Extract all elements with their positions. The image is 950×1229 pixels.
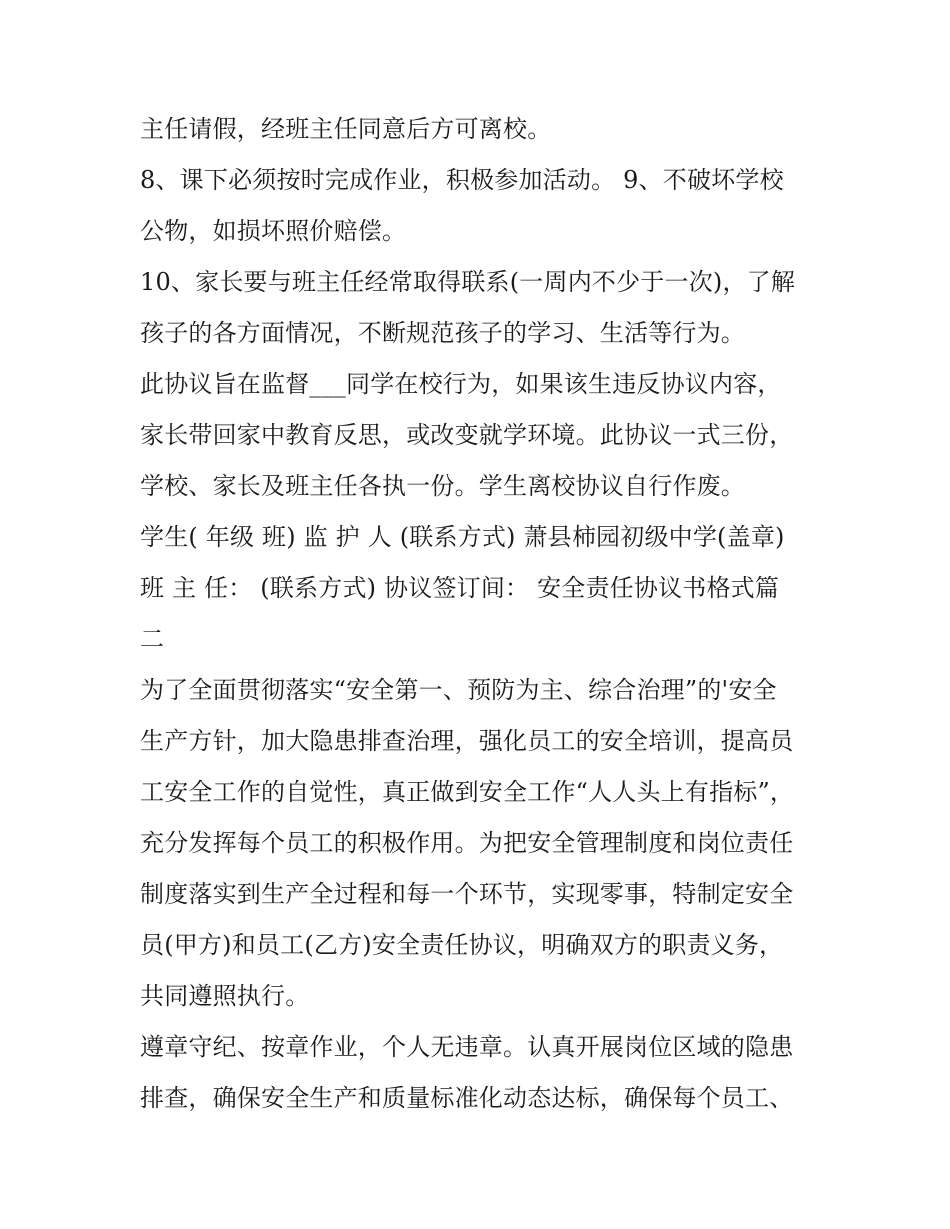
text-line: 生产方针，加大隐患排查治理，强化员工的安全培训，提高员 xyxy=(140,727,794,755)
text-line: 排查，确保安全生产和质量标准化动态达标，确保每个员工、 xyxy=(140,1084,794,1112)
text-line: 此协议旨在监督___同学在校行为，如果该生违反协议内容， xyxy=(140,370,782,398)
text-line: 充分发挥每个员工的积极作用。为把安全管理制度和岗位责任 xyxy=(140,829,794,857)
text-line: 工安全工作的自觉性，真正做到安全工作“人人头上有指标”， xyxy=(140,778,795,806)
text-line: 共同遵照执行。 xyxy=(140,982,310,1010)
text-line: 公物，如损坏照价赔偿。 xyxy=(140,217,407,245)
text-line: 班 主 任： (联系方式) 协议签订间： 安全责任协议书格式篇 xyxy=(140,574,780,602)
text-line: 学生( 年级 班) 监 护 人 (联系方式) 萧县柿园初级中学(盖章) xyxy=(140,523,785,551)
text-line: 制度落实到生产全过程和每一个环节，实现零事，特制定安全 xyxy=(140,880,794,908)
text-line: 主任请假，经班主任同意后方可离校。 xyxy=(140,115,552,143)
text-line: 学校、家长及班主任各执一份。学生离校协议自行作废。 xyxy=(140,472,745,500)
text-line: 10、家长要与班主任经常取得联系(一周内不少于一次)，了解 xyxy=(140,268,796,296)
text-line: 8、课下必须按时完成作业，积极参加活动。 9、不破坏学校 xyxy=(140,166,784,194)
text-line: 孩子的各方面情况，不断规范孩子的学习、生活等行为。 xyxy=(140,319,745,347)
text-line: 员(甲方)和员工(乙方)安全责任协议，明确双方的职责义务， xyxy=(140,931,784,959)
text-line: 为了全面贯彻落实“安全第一、预防为主、综合治理”的'安全 xyxy=(140,676,777,704)
text-line: 二 xyxy=(140,625,165,653)
document-body xyxy=(140,104,820,1124)
text-line: 家长带回家中教育反思，或改变就学环境。此协议一式三份， xyxy=(140,421,794,449)
text-line: 遵章守纪、按章作业，个人无违章。认真开展岗位区域的隐患 xyxy=(140,1033,794,1061)
